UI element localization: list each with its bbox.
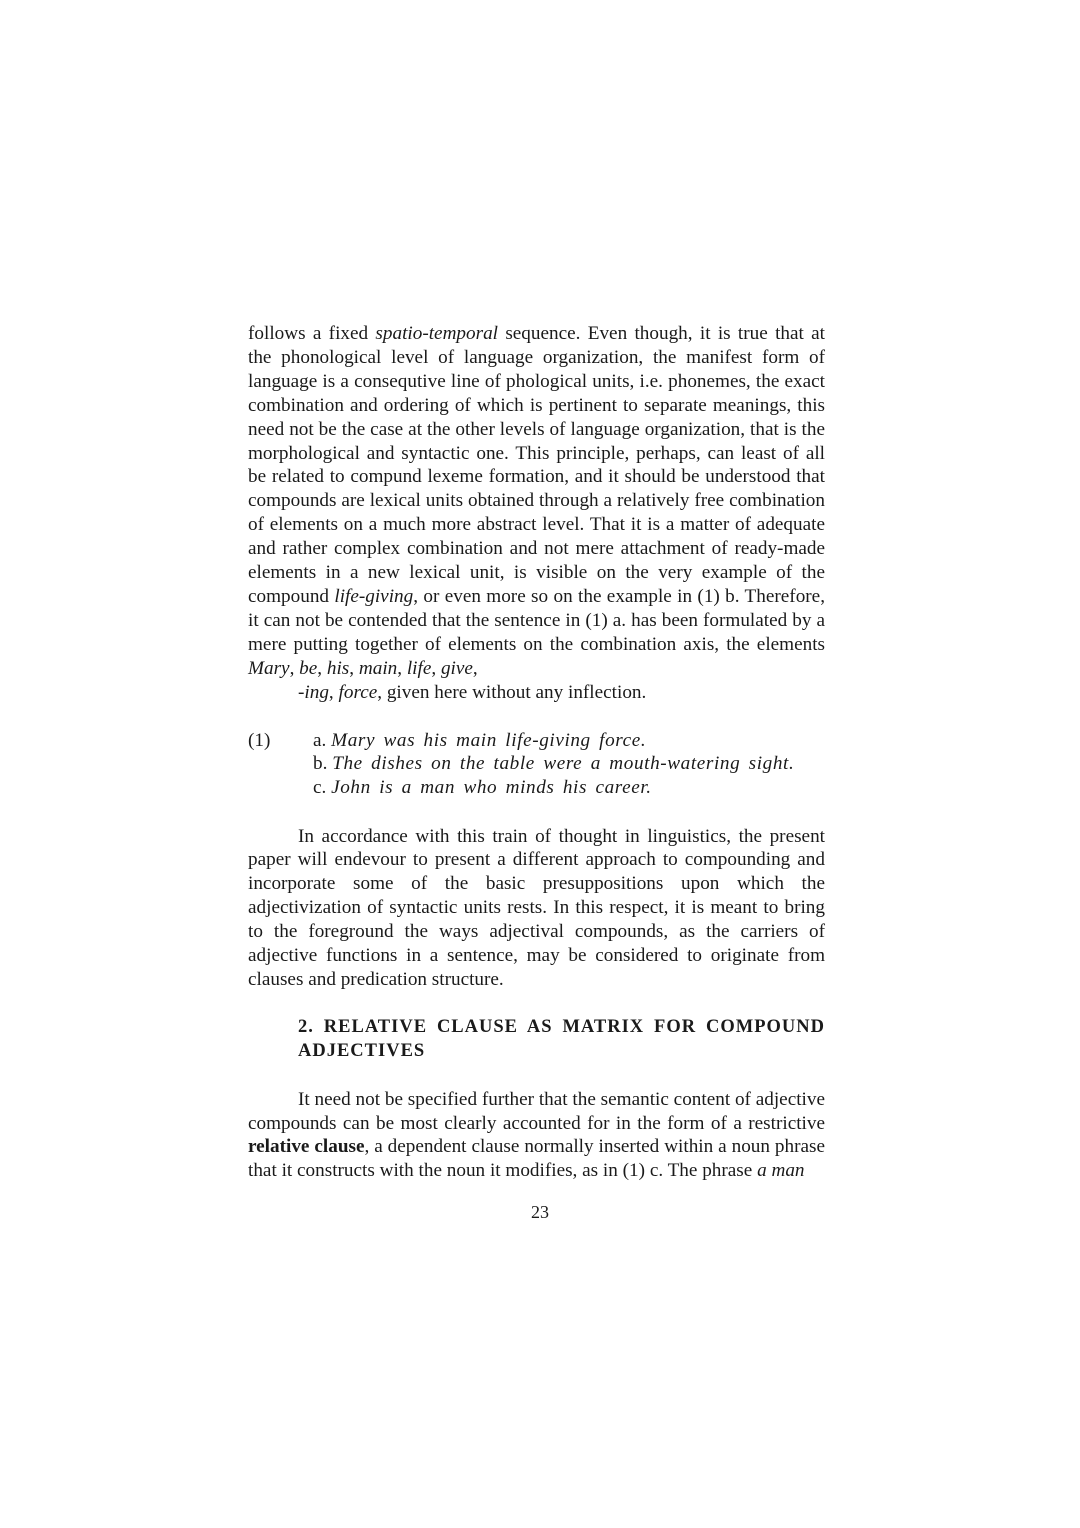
italic-term: life-giving [334,585,414,607]
text-run: , a dependent clause normally inserted within a noun phrase that it constructs with the noun it modifies, as in (1) c. The phrase [248,1136,825,1182]
main-text [248,322,825,1183]
text-run: , or even more so on the example in (1) b. Therefore, it can not be contended that the sentence in (1) a. has been formulated by a mere putting together of elements on the combination axis, the elements [248,585,825,655]
text-run: sequence. Even though, it is true that at the phonological level of language organization, the manifest form of language is a consequtive line of phological units, i.e. phonemes, the exact combination and ordering of which is pertinent to separate meanings, this need not be the case at the other levels of language organization, that is the morphological and syntactic one. This principle, perhaps, can least of all be related to compund lexeme formation, and it should be understood that compounds are lexical units obtained through a relatively free combination of elements on a much more abstract level. That it is a matter of adequate and rather complex combination and not mere attachment of ready-made elements in a new lexical unit, is visible on the very example of the compound [248,323,825,607]
italic-term: give [440,657,473,679]
example-item-c: c. John is a man who minds his career. [313,777,652,799]
example-number: (1) [248,729,271,751]
paragraph-3 [248,1088,825,1184]
italic-term: life [406,657,432,679]
text-run: It need not be specified further that the semantic content of adjective compounds can be most clearly accounted for in the form of a restrictive [248,1088,825,1134]
example-block [248,729,825,801]
section-heading: 2. RELATIVE CLAUSE AS MATRIX FOR COMPOUND ADJECTIVES [298,1016,825,1061]
example-item-b: b. The dishes on the table were a mouth-watering sight. [313,753,795,775]
page-number: 23 [531,1202,549,1222]
italic-term: spatio-temporal [375,323,499,344]
bold-term: relative clause [248,1136,365,1158]
text-run: follows a fixed [248,323,376,344]
italic-term: his [326,657,350,679]
italic-term: main [358,657,398,679]
italic-term: force [338,681,378,703]
example-list [313,729,794,801]
italic-term: a man [757,1160,805,1182]
italic-term: be [299,657,318,679]
paragraph-1-last-line: -ing, force, given here without any inflection. [298,681,647,703]
paragraph-2: In accordance with this train of thought in linguistics, the present paper will endevour to present a different approach to compounding and incorporate some of the basic presuppositions upon which the adjectivization of syntactic units rests. In this respect, it is meant to bring to the foreground the ways adjectival compounds, as the carriers of adjective functions in a sentence, may be considered to originate from clauses and predication structure. [248,825,825,990]
example-item-a: a. Mary was his main life-giving force. [313,729,647,751]
italic-term: -ing [298,681,329,703]
italic-term: Mary [248,657,290,679]
paragraph-1: follows a fixed spatio-temporal sequence. Even though, it is true that at the phonological level of language organization, the manifest form of language is a consequtive line of phological units, i.e. phonemes, the exact combination and ordering of which is pertinent to separate meanings, this need not be the case at the other levels of language organization, that is the morphological and syntactic one. This principle, perhaps, can least of all be related to compund lexeme formation, and it should be understood that compounds are lexical units obtained through a relatively free combination of elements on a much more abstract level. That it is a matter of adequate and rather complex combination and not mere attachment of ready-made elements in a new lexical unit, is visible on the very example of the compound life-giving, or even more so on the example in (1) b. Therefore, it can not be contended that the sentence in (1) a. has been formulated by a mere putting together of elements on the combination axis, the elements Mary, be, his, main, life, give, -ing, force, given here without any inflection. [248,323,825,703]
